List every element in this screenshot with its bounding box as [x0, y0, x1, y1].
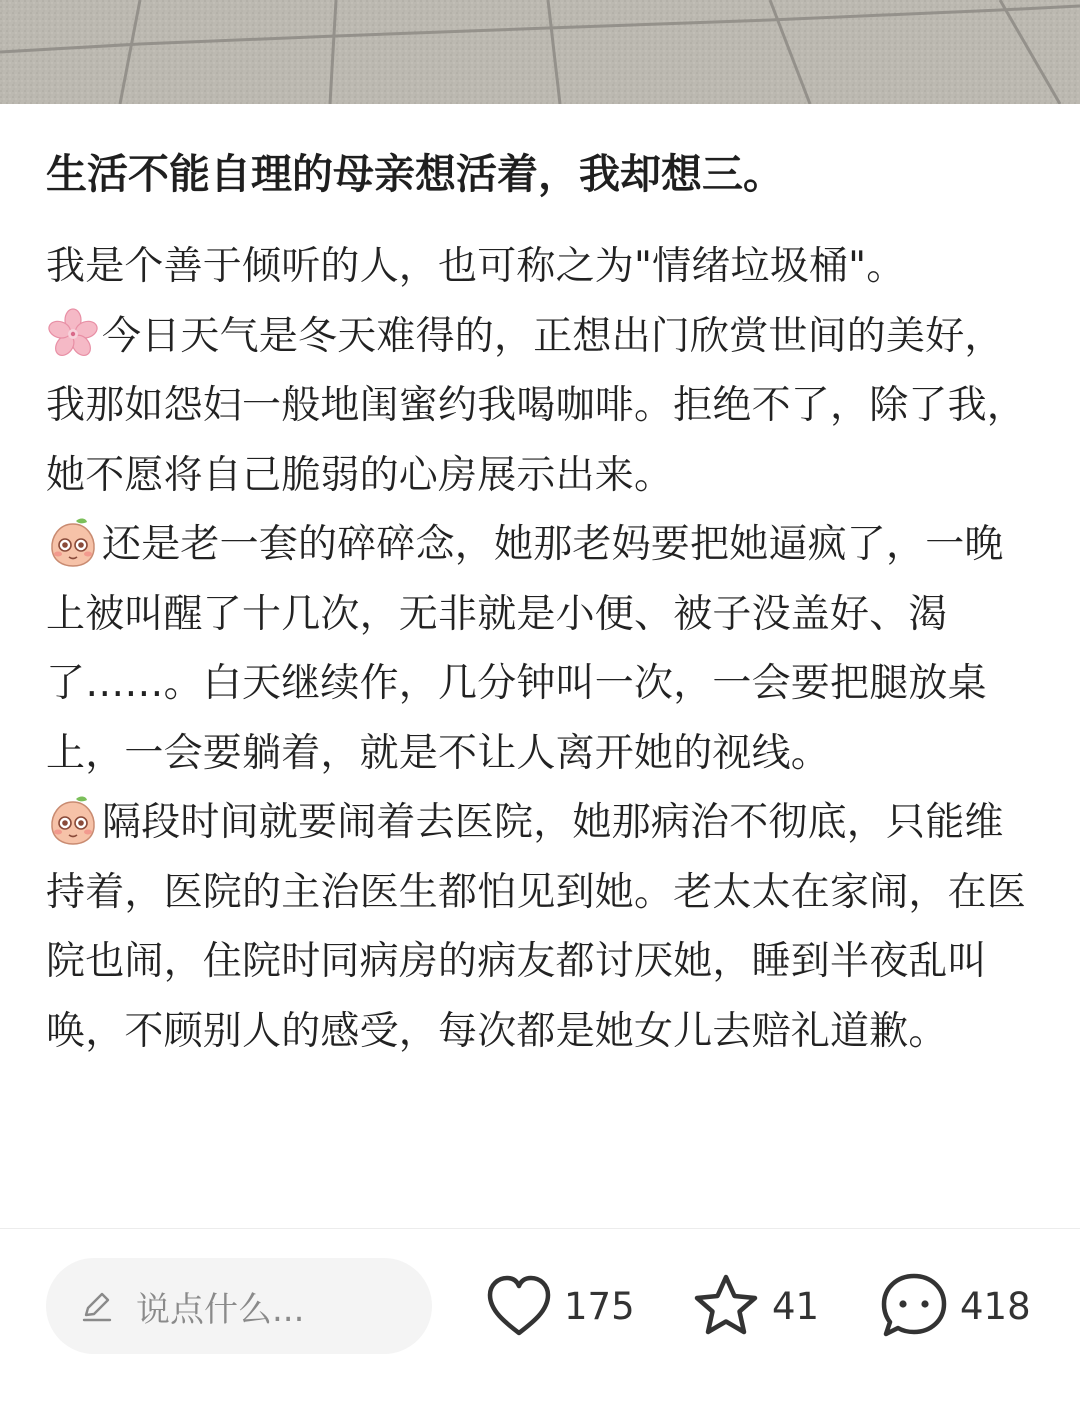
like-button[interactable] [484, 1266, 635, 1346]
cover-image[interactable] [0, 0, 1080, 104]
post-body [46, 232, 1036, 1066]
peach-face-icon [46, 515, 100, 569]
chat-bubble-icon [878, 1270, 950, 1342]
post-title: 生活不能自理的母亲想活着，我却想三。 [46, 150, 784, 198]
paragraph-text: 我是个善于倾听的人，也可称之为"情绪垃圾桶"。 [46, 244, 906, 289]
comment-input[interactable] [46, 1258, 432, 1354]
post-paragraph [46, 788, 1036, 1066]
paragraph-text: 还是老一套的碎碎念，她那老妈要把她逼疯了，一晚上被叫醒了十几次，无非就是小便、被子没盖好、渴了……。白天继续作，几分钟叫一次，一会要把腿放桌上，一会要躺着，就是不让人离开她的视线。 [46, 522, 1004, 776]
paragraph-text: 隔段时间就要闹着去医院，她那病治不彻底，只能维持着，医院的主治医生都怕见到她。老太太在家闹，在医院也闹，住院时同病房的病友都讨厌她，睡到半夜乱叫唤，不顾别人的感受，每次都是她女儿去赔礼道歉。 [46, 800, 1027, 1054]
star-icon [690, 1271, 762, 1341]
cherry-blossom-icon [46, 307, 100, 361]
pencil-icon [80, 1289, 114, 1323]
bottom-bar-divider [0, 1228, 1080, 1229]
peach-face-icon [46, 793, 100, 847]
pavement-photo [0, 0, 1080, 104]
post-paragraph [46, 510, 1036, 788]
comment-placeholder: 说点什么... [136, 1289, 305, 1330]
favorite-button[interactable] [690, 1266, 819, 1346]
paragraph-text: 今日天气是冬天难得的，正想出门欣赏世间的美好，我那如怨妇一般地闺蜜约我喝咖啡。拒绝不了，除了我，她不愿将自己脆弱的心房展示出来。 [46, 313, 1027, 498]
comment-count: 418 [960, 1284, 1031, 1328]
comments-button[interactable] [878, 1266, 1031, 1346]
like-count: 175 [564, 1284, 635, 1328]
heart-icon [484, 1273, 554, 1339]
post-paragraph [46, 302, 1036, 511]
post-paragraph [46, 232, 1036, 302]
favorite-count: 41 [772, 1284, 820, 1328]
